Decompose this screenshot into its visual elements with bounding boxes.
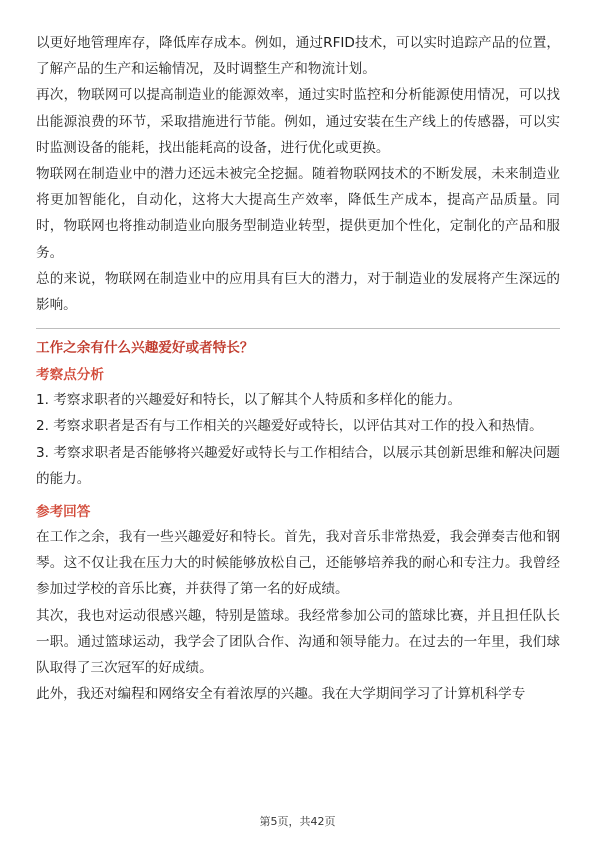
- answer-paragraph: 此外，我还对编程和网络安全有着浓厚的兴趣。我在大学期间学习了计算机科学专: [36, 686, 526, 703]
- intro-paragraph: 以更好地管理库存，降低库存成本。例如，通过RFID技术，可以实时追踪产品的位置，了解产品的生产和运输情况，及时调整生产和物流计划。: [36, 35, 560, 78]
- page-number: 第5页，共42页: [259, 815, 336, 828]
- answer-paragraph: 其次，我也对运动很感兴趣，特别是篮球。我经常参加公司的篮球比赛，并且担任队长一职。通过篮球运动，我学会了团队合作、沟通和领导能力。在过去的一年里，我们球队取得了三次冠军的好成绩。: [36, 607, 560, 677]
- analysis-heading: 考察点分析: [36, 367, 104, 384]
- answer-paragraph: 在工作之余，我有一些兴趣爱好和特长。首先，我对音乐非常热爱，我会弹奏吉他和钢琴。这不仅让我在压力大的时候能够放松自己，还能够培养我的耐心和专注力。我曾经参加过学校的音乐比赛，并获得了第一名的好成绩。: [36, 529, 560, 598]
- intro-paragraph: 再次，物联网可以提高制造业的能源效率，通过实时监控和分析能源使用情况，可以找出能源浪费的环节，采取措施进行节能。例如，通过安装在生产线上的传感器，可以实时监测设备的能耗，找出能耗高的设备，进行优化或更换。: [36, 87, 560, 156]
- answer-heading: 参考回答: [36, 504, 91, 521]
- intro-paragraph: 总的来说，物联网在制造业中的应用具有巨大的潜力，对于制造业的发展将产生深远的影响。: [36, 270, 560, 314]
- analysis-item: 2. 考察求职者是否有与工作相关的兴趣爱好或特长，以评估其对工作的投入和热情。: [36, 418, 543, 435]
- analysis-item: 1. 考察求职者的兴趣爱好和特长，以了解其个人特质和多样化的能力。: [36, 392, 462, 409]
- analysis-list: [36, 387, 560, 492]
- analysis-item: 3. 考察求职者是否能够将兴趣爱好或特长与工作相结合，以展示其创新思维和解决问题的能力。: [36, 444, 560, 487]
- intro-paragraph: 物联网在制造业中的潜力还远未被完全挖掘。随着物联网技术的不断发展，未来制造业将更加智能化，自动化，这将大大提高生产效率，降低生产成本，提高产品质量。同时，物联网也将推动制造业向服务型制造业转型，提供更加个性化，定制化的产品和服务。: [36, 166, 560, 261]
- section-divider: [36, 328, 560, 329]
- page-content: [36, 30, 560, 707]
- question-heading: 工作之余有什么兴趣爱好或者特长？: [36, 340, 254, 357]
- page-footer: [0, 814, 595, 830]
